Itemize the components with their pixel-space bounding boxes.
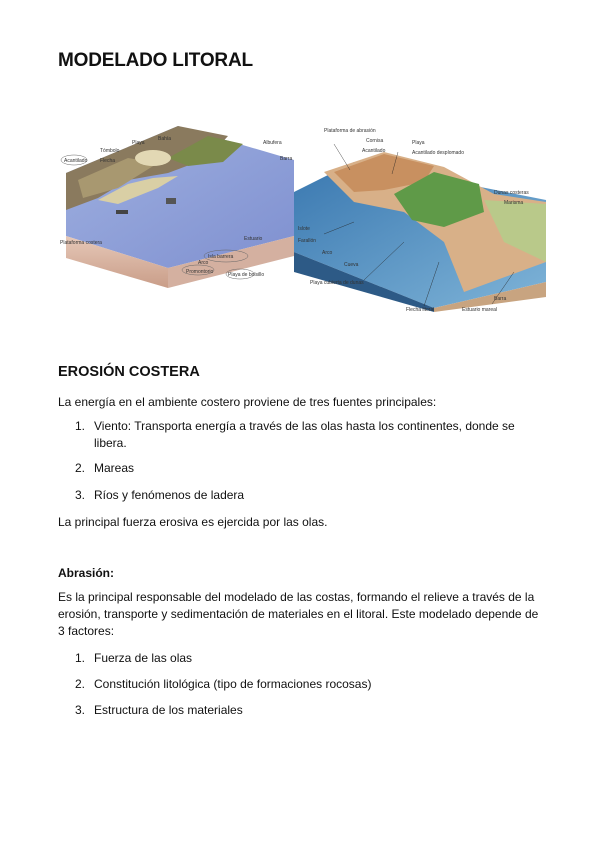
list-item	[75, 418, 534, 452]
label-isla-barrera: Isla barrera	[208, 254, 234, 260]
list-number: 1.	[75, 419, 86, 433]
label-barra: Barra	[280, 156, 293, 162]
label-playa-r: Playa	[412, 140, 425, 146]
label-farallon: Farallón	[298, 238, 317, 244]
label-estuario: Estuario	[244, 236, 263, 242]
label-playa-dunas: Playa cubierta de dunas	[310, 280, 364, 286]
abrasion-body: Es la principal responsable del modelado de las costas, formando el relieve a través de la erosión, transporte y sedimentación de materiales en el litoral. Este modelado depende de 3 factores:	[58, 590, 539, 638]
list-text: Constitución litológica (tipo de formaciones rocosas)	[94, 677, 372, 691]
list-item	[75, 460, 534, 477]
list-text: Fuerza de las olas	[94, 651, 193, 665]
label-albufera: Albufera	[263, 140, 282, 146]
label-tombolo: Tómbolo	[100, 148, 120, 154]
list-item	[75, 676, 534, 693]
list-text: Mareas	[94, 461, 135, 475]
section-heading-erosion: EROSIÓN COSTERA	[58, 364, 200, 380]
label-barra-r: Barra	[494, 296, 507, 302]
label-acantilado-r: Acantilado	[362, 148, 386, 154]
label-playa-bolsillo: Playa de bolsillo	[228, 272, 265, 278]
label-acantilado-desplomado: Acantilado desplomado	[412, 150, 464, 156]
label-marisma: Marisma	[504, 200, 524, 206]
list-number: 3.	[75, 703, 86, 717]
list-item	[75, 487, 534, 504]
list-item	[75, 650, 534, 667]
erosion-intro: La energía en el ambiente costero proviene de tres fuentes principales:	[58, 395, 437, 409]
label-cueva: Cueva	[344, 262, 359, 268]
label-plataforma: Plataforma costera	[60, 240, 102, 246]
list-number: 3.	[75, 488, 86, 502]
list-number: 2.	[75, 461, 86, 475]
list-text: Ríos y fenómenos de ladera	[94, 488, 245, 502]
label-flecha-litoral: Flecha litoral	[406, 307, 435, 312]
label-estuario-mareal: Estuario mareal	[462, 307, 498, 312]
list-number: 2.	[75, 677, 86, 691]
list-item	[75, 702, 534, 719]
label-promontorio: Promontorio	[186, 269, 214, 275]
label-flecha: Flecha	[100, 158, 116, 164]
section-heading-abrasion: Abrasión:	[58, 566, 115, 580]
page-title: MODELADO LITORAL	[58, 50, 253, 71]
list-text: Viento: Transporta energía a través de las olas hasta los continentes, donde se libera.	[94, 419, 515, 450]
label-playa: Playa	[132, 140, 145, 146]
label-acantilado: Acantilado	[64, 158, 88, 164]
label-arco: Arco	[198, 260, 209, 266]
coastal-landforms-figure-right	[294, 122, 546, 312]
list-text: Estructura de los materiales	[94, 703, 243, 717]
label-plataforma-abrasion: Plataforma de abrasión	[324, 128, 376, 134]
list-number: 1.	[75, 651, 86, 665]
label-islote: Islote	[298, 226, 310, 232]
label-bahia: Bahía	[158, 136, 172, 142]
label-arco-r: Arco	[322, 250, 333, 256]
label-cornisa: Cornisa	[366, 138, 384, 144]
label-dunas-costeras: Dunas costeras	[494, 190, 529, 196]
coastal-landforms-figure-left	[58, 118, 296, 296]
erosion-closing: La principal fuerza erosiva es ejercida por las olas.	[58, 515, 328, 529]
